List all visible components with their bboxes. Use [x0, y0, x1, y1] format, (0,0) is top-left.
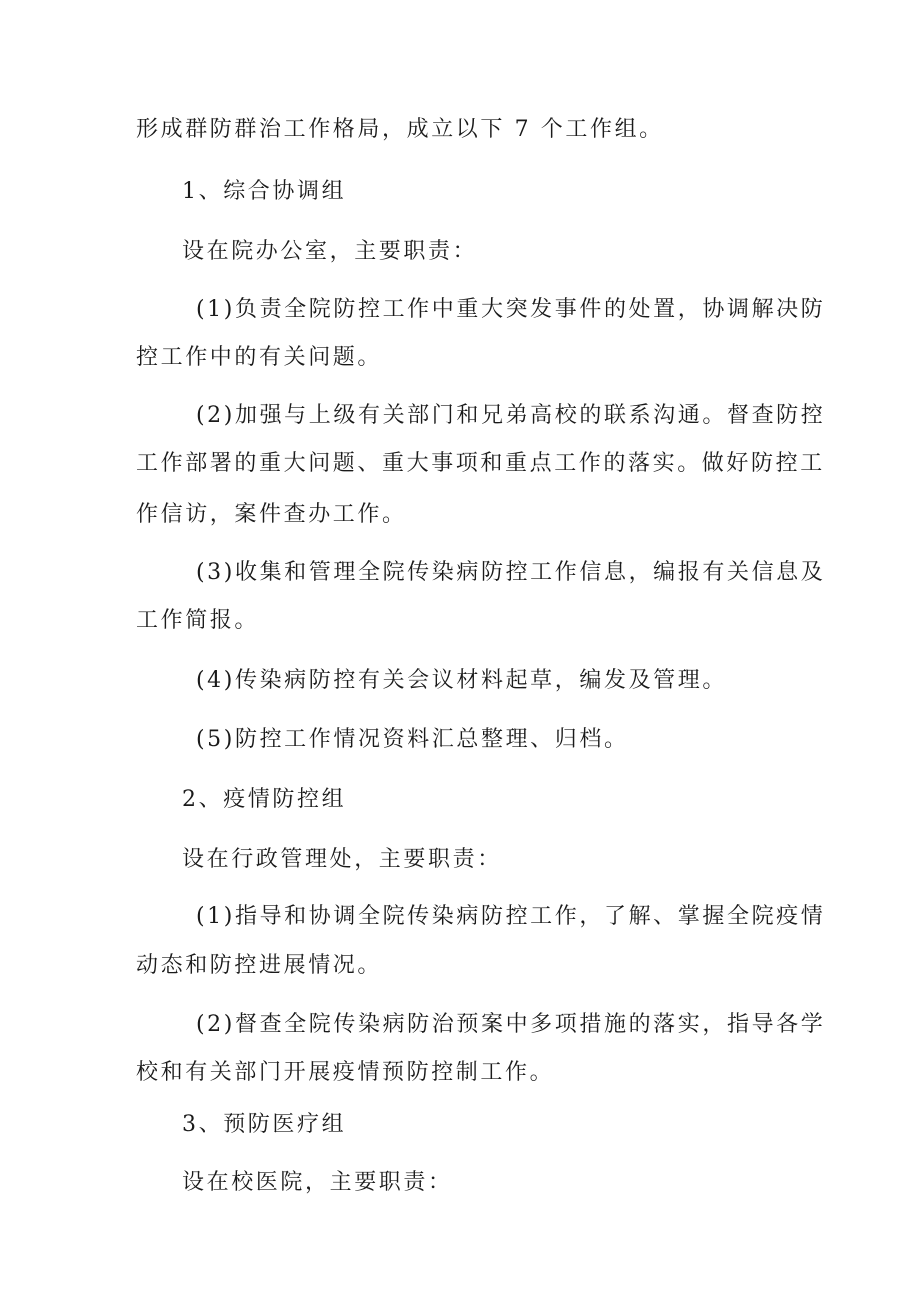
- duty-item-1-1-line-2: 控工作中的有关问题。: [136, 345, 383, 370]
- duty-item-1-3-line-2: 工作简报。: [136, 608, 260, 633]
- duty-item-2-2-line-2: 校和有关部门开展疫情预防控制工作。: [136, 1060, 555, 1085]
- section-location-3: 设在校医院，主要职责：: [182, 1170, 453, 1195]
- section-heading-3: 3、预防医疗组: [182, 1112, 347, 1137]
- duty-item-1-5: (5)防控工作情况资料汇总整理、归档。: [196, 727, 629, 752]
- duty-item-1-1-line-1: (1)负责全院防控工作中重大突发事件的处置，协调解决防: [196, 297, 826, 322]
- duty-item-2-1-line-1: (1)指导和协调全院传染病防控工作，了解、掌握全院疫情: [196, 904, 826, 929]
- duty-item-1-2-line-2: 工作部署的重大问题、重大事项和重点工作的落实。做好防控工: [136, 451, 825, 476]
- duty-item-1-2-line-3: 作信访，案件查办工作。: [136, 502, 407, 527]
- section-heading-2: 2、疫情防控组: [182, 787, 347, 812]
- duty-item-1-3-line-1: (3)收集和管理全院传染病防控工作信息，编报有关信息及: [196, 560, 826, 585]
- duty-item-1-4: (4)传染病防控有关会议材料起草，编发及管理。: [196, 668, 727, 693]
- section-heading-1: 1、综合协调组: [182, 179, 347, 204]
- section-location-2: 设在行政管理处，主要职责：: [182, 847, 502, 872]
- section-location-1: 设在院办公室，主要职责：: [182, 239, 478, 264]
- paragraph-intro-line: 形成群防群治工作格局，成立以下 7 个工作组。: [136, 117, 664, 142]
- duty-item-2-2-line-1: (2)督查全院传染病防治预案中多项措施的落实，指导各学: [196, 1012, 826, 1037]
- duty-item-2-1-line-2: 动态和防控进展情况。: [136, 953, 383, 978]
- duty-item-1-2-line-1: (2)加强与上级有关部门和兄弟高校的联系沟通。督查防控: [196, 403, 826, 428]
